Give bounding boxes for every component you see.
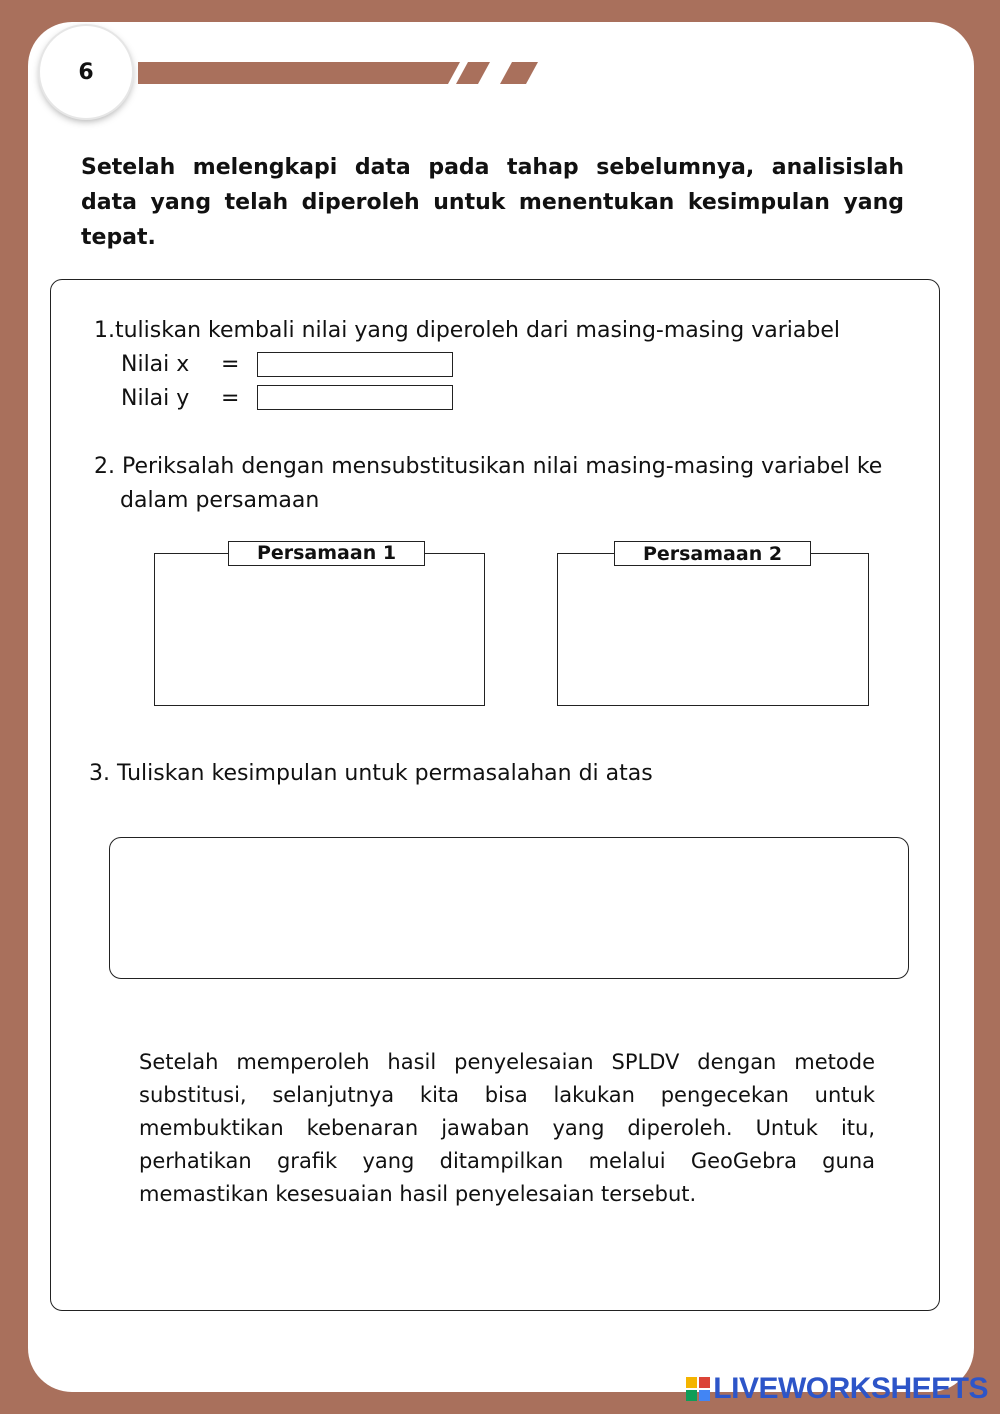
equals-sign: =	[221, 386, 240, 411]
conclusion-answer-box[interactable]	[109, 837, 909, 979]
instruction-text: Setelah melengkapi data pada tahap sebelumnya, analisislah data yang telah diperoleh untuk menentukan kesimpulan yang tepat.	[81, 155, 904, 250]
persamaan-2-answer-box[interactable]	[557, 553, 869, 706]
nilai-y-row	[121, 384, 257, 414]
liveworksheets-brand	[686, 1372, 988, 1406]
question-2-text	[94, 450, 914, 518]
nilai-x-input[interactable]	[257, 352, 453, 377]
geogebra-note: Setelah memperoleh hasil penyelesaian SPLDV dengan metode substitusi, selanjutnya kita bisa lakukan pengecekan untuk membuktikan kebenaran jawaban yang diperoleh. Untuk itu, perhatikan grafik yang ditampilkan melalui GeoGebra guna memastikan kesesuaian hasil penyelesaian tersebut.	[139, 1050, 875, 1206]
question-2-line-2: dalam persamaan	[120, 488, 320, 513]
question-1-text: 1.tuliskan kembali nilai yang diperoleh dari masing-masing variabel	[94, 318, 841, 343]
brand-name: LIVEWORKSHEETS	[713, 1372, 988, 1405]
equals-sign: =	[221, 352, 240, 377]
persamaan-2-title: Persamaan 2	[614, 541, 811, 566]
persamaan-1-answer-box[interactable]	[154, 553, 485, 706]
page-number-badge	[40, 26, 132, 118]
nilai-y-label: Nilai y	[121, 386, 190, 411]
persamaan-1-title: Persamaan 1	[228, 541, 425, 566]
decorative-header-bar	[138, 60, 540, 86]
nilai-x-row	[121, 350, 257, 380]
nilai-x-label: Nilai x	[121, 352, 190, 377]
question-2-line-1: 2. Periksalah dengan mensubstitusikan nilai masing-masing variabel ke	[94, 454, 883, 479]
page-number: 6	[78, 59, 94, 85]
liveworksheets-logo-icon	[686, 1377, 710, 1401]
question-3-text: 3. Tuliskan kesimpulan untuk permasalahan di atas	[89, 761, 653, 786]
nilai-y-input[interactable]	[257, 385, 453, 410]
